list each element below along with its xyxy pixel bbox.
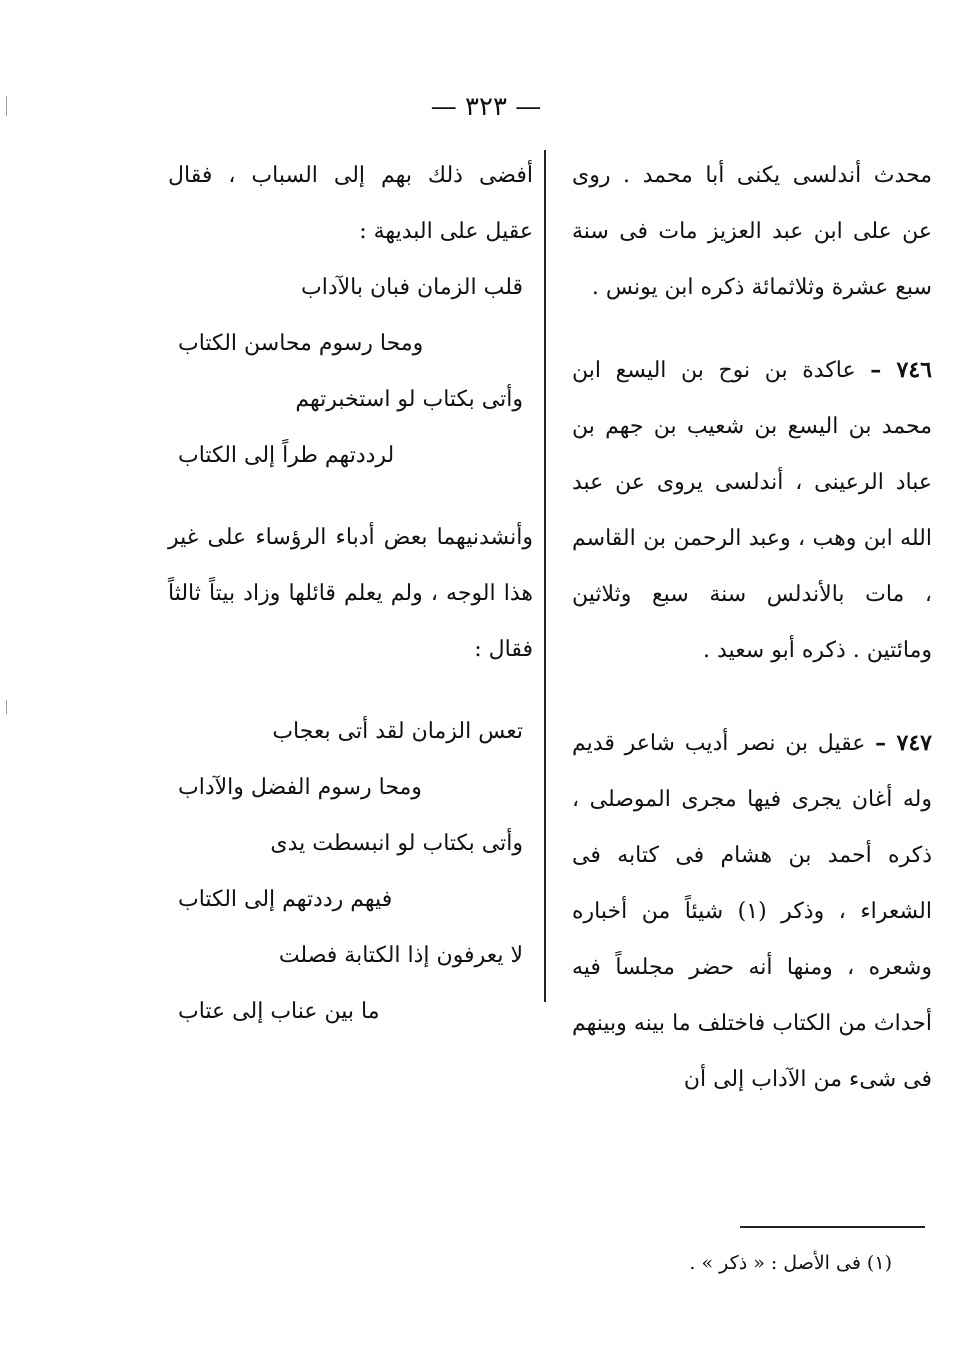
verse-line: لرددتهم طراً إلى الكتاب [178,443,395,468]
verse-line: ما بين عناب إلى عتاب [178,999,380,1024]
poem-2 [168,704,533,1040]
entry-746 [572,342,932,679]
column-divider [544,150,546,1002]
entry-745-continuation: محدث أندلسى يكنى أبا محمد . روى عن على ابن عبد العزيز مات فى سنة سبع عشرة وثلاثمائة ذكره ابن يونس . [572,163,932,300]
poem-1 [168,260,533,484]
verse-line: ومحا رسوم محاسن الكتاب [178,331,424,356]
verse-line: تعس الزمان لقد أتى بعجاب [272,719,523,744]
verse-line: ومحا رسوم الفضل والآداب [178,775,422,800]
footnote-separator [740,1226,925,1228]
verse-line: لا يعرفون إذا الكتابة فصلت [278,943,523,968]
right-column [572,148,932,1108]
entry-746-number: ٧٤٦ – [870,357,932,383]
entry-746-text: عاكدة بن نوح بن اليسع ابن محمد بن اليسع بن شعيب بن جهم بن عباد الرعينى ، أندلسى يروى عن عبد الله ابن وهب ، وعبد الرحمن بن القاسم ، مات بالأندلس سنة سبع وثلاثين ومائتين . ذكره أبو سعيد . [572,358,932,663]
paragraph-intro: أفضى ذلك بهم إلى السباب ، فقال عقيل على البديهة : [168,163,533,244]
left-column [168,148,533,1040]
verse-line: فيهم رددتهم إلى الكتاب [178,887,393,912]
verse-line: وأتى بكتاب لو استخبرتهم [295,387,523,412]
verse-line: وأتى بكتاب لو انبسطت يدى [270,831,523,856]
entry-747-number: ٧٤٧ – [875,730,932,756]
verse-line: قلب الزمان فبان بالآداب [301,275,523,300]
scan-margin-mark [6,700,7,714]
entry-747-text: عقيل بن نصر أديب شاعر قديم وله أغان يجرى فيها مجرى الموصلى ، ذكره أحمد بن هشام فى كتابه فى الشعراء ، وذكر (١) شيئاً من أخباره وشعره ، ومنها أنه حضر مجلساً فيه أحداث من الكتاب فاختلف ما بينه وبينهم فى شىء من الآداب إلى أن [572,731,932,1092]
entry-747 [572,715,932,1108]
footnote: (١) فى الأصل : « ذكر » . [689,1252,892,1274]
paragraph-second-version: وأنشدنيهما بعض أدباء الرؤساء على غير هذا الوجه ، ولم يعلم قائلها وزاد بيتاً ثالثاً فقال : [168,525,533,662]
page-number: — ٣٢٣ — [430,92,542,122]
